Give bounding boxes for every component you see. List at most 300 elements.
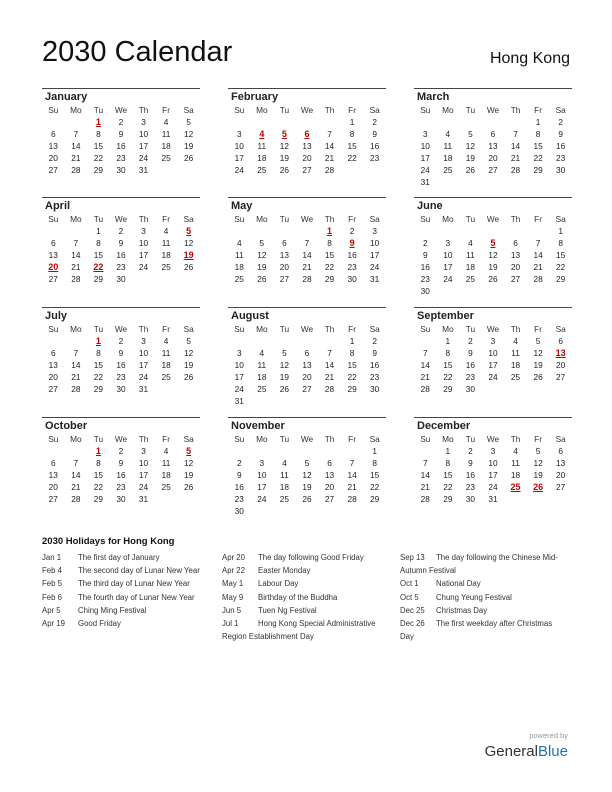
month-june xyxy=(414,197,572,297)
holiday-name: The first day of January xyxy=(78,553,160,562)
day-cell: 12 xyxy=(279,141,290,151)
day-cell: 2 xyxy=(468,446,473,456)
day-cell: 14 xyxy=(71,141,81,151)
day-cell: 25 xyxy=(510,372,521,382)
holiday-item xyxy=(400,604,576,617)
day-cell: 23 xyxy=(465,372,476,382)
week-row xyxy=(42,359,200,371)
day-cell: 27 xyxy=(302,384,312,394)
holiday-day: 6 xyxy=(304,129,310,139)
day-cell: 21 xyxy=(510,153,521,163)
weekday-label: Sa xyxy=(369,214,380,224)
day-cell: 26 xyxy=(184,262,194,272)
day-cell: 3 xyxy=(259,458,265,468)
empty-cell xyxy=(318,335,341,347)
holiday-item xyxy=(400,551,576,564)
day-cell: 29 xyxy=(443,384,453,394)
weekday-label: Su xyxy=(48,434,59,444)
day-cell: 4 xyxy=(445,129,451,139)
empty-cell xyxy=(437,285,460,297)
empty-cell xyxy=(341,445,364,457)
day-cell: 23 xyxy=(116,153,126,163)
week-row xyxy=(42,261,200,273)
weekday-label: Su xyxy=(48,214,59,224)
empty-cell xyxy=(341,505,364,517)
empty-cell xyxy=(549,493,572,505)
day-cell: 25 xyxy=(443,165,453,175)
day-cell: 5 xyxy=(468,129,473,139)
weekday-header xyxy=(42,104,200,116)
day-cell: 9 xyxy=(372,348,377,358)
weekday-label: Th xyxy=(138,324,149,334)
day-cell: 27 xyxy=(279,274,290,284)
holiday-date: Apr 5 xyxy=(42,605,61,615)
day-cell: 15 xyxy=(347,360,357,370)
day-cell: 15 xyxy=(93,141,104,151)
day-cell: 4 xyxy=(513,446,518,456)
day-cell: 25 xyxy=(257,165,267,175)
month-name: March xyxy=(417,91,450,103)
day-cell: 14 xyxy=(533,250,543,260)
weekday-label: Tu xyxy=(93,214,104,224)
weekday-label: Su xyxy=(234,214,245,224)
holiday-name: The second day of Lunar New Year xyxy=(78,566,200,576)
week-row xyxy=(414,225,572,237)
day-cell: 6 xyxy=(327,458,332,468)
week-row xyxy=(228,505,386,517)
empty-cell xyxy=(482,176,505,188)
weekday-label: Fr xyxy=(162,214,171,224)
weekday-label: Mo xyxy=(442,214,454,224)
day-cell: 19 xyxy=(257,262,267,272)
day-cell: 21 xyxy=(347,482,357,492)
day-cell: 24 xyxy=(234,165,244,175)
empty-cell xyxy=(341,164,364,176)
week-row xyxy=(414,457,572,469)
day-cell: 17 xyxy=(488,360,498,370)
day-cell: 14 xyxy=(324,141,335,151)
weekday-label: Sa xyxy=(369,105,380,115)
day-cell: 5 xyxy=(535,446,541,456)
holiday-name: The first weekday after Christmas xyxy=(436,619,553,629)
day-cell: 6 xyxy=(50,348,56,358)
holiday-item xyxy=(400,591,576,604)
weekday-label: Su xyxy=(420,324,431,334)
empty-cell xyxy=(251,116,274,128)
day-cell: 15 xyxy=(93,360,104,370)
empty-cell xyxy=(549,383,572,395)
holiday-item xyxy=(400,577,576,590)
day-cell: 22 xyxy=(93,153,104,163)
week-row xyxy=(414,249,572,261)
day-cell: 9 xyxy=(468,458,473,468)
day-cell: 26 xyxy=(465,165,476,175)
empty-cell xyxy=(251,395,274,407)
holiday-day: 13 xyxy=(555,348,566,358)
weekday-label: We xyxy=(114,105,128,115)
holiday-name: Hong Kong Special Administrative xyxy=(258,619,376,629)
day-cell: 3 xyxy=(236,348,242,358)
day-cell: 26 xyxy=(279,165,290,175)
holiday-date: Jan 1 xyxy=(42,553,62,562)
day-cell: 2 xyxy=(372,117,377,127)
week-row xyxy=(228,347,386,359)
day-cell: 24 xyxy=(138,372,149,382)
day-cell: 30 xyxy=(370,384,380,394)
day-cell: 2 xyxy=(558,117,563,127)
day-cell: 28 xyxy=(71,384,81,394)
day-cell: 1 xyxy=(96,226,101,236)
empty-cell xyxy=(318,505,341,517)
empty-cell xyxy=(65,445,88,457)
empty-cell xyxy=(504,225,527,237)
empty-cell xyxy=(42,445,65,457)
week-row xyxy=(228,469,386,481)
holiday-column xyxy=(222,551,398,643)
day-cell: 20 xyxy=(48,482,58,492)
day-cell: 17 xyxy=(138,470,149,480)
day-cell: 31 xyxy=(138,494,149,504)
day-cell: 24 xyxy=(488,372,498,382)
day-cell: 30 xyxy=(465,384,476,394)
day-cell: 18 xyxy=(257,153,267,163)
day-cell: 23 xyxy=(347,262,357,272)
holiday-date: Oct 1 xyxy=(400,579,419,589)
day-cell: 9 xyxy=(422,250,428,260)
weekday-label: Sa xyxy=(369,434,380,444)
day-cell: 27 xyxy=(48,384,58,394)
day-cell: 16 xyxy=(420,262,430,272)
day-cell: 24 xyxy=(138,153,149,163)
holiday-day: 19 xyxy=(183,250,194,260)
empty-cell xyxy=(228,225,251,237)
month-name: May xyxy=(231,200,253,212)
day-cell: 25 xyxy=(234,274,244,284)
weekday-header xyxy=(42,323,200,335)
day-cell: 10 xyxy=(138,238,149,248)
day-cell: 21 xyxy=(324,372,335,382)
day-cell: 19 xyxy=(184,360,194,370)
day-cell: 8 xyxy=(372,458,377,468)
day-cell: 2 xyxy=(118,117,124,127)
empty-cell xyxy=(363,505,386,517)
week-row xyxy=(228,237,386,249)
day-cell: 7 xyxy=(73,458,79,468)
empty-cell xyxy=(482,116,505,128)
day-cell: 21 xyxy=(71,153,81,163)
day-cell: 10 xyxy=(488,348,498,358)
day-cell: 10 xyxy=(488,458,498,468)
week-row xyxy=(228,164,386,176)
day-cell: 1 xyxy=(445,336,451,346)
week-row xyxy=(42,457,200,469)
day-cell: 23 xyxy=(116,372,126,382)
day-cell: 19 xyxy=(302,482,312,492)
brand-blue: Blue xyxy=(537,743,568,760)
empty-cell xyxy=(363,395,386,407)
day-cell: 18 xyxy=(161,250,171,260)
day-cell: 21 xyxy=(420,372,430,382)
day-cell: 11 xyxy=(511,348,520,358)
week-row xyxy=(228,371,386,383)
weekday-label: Sa xyxy=(183,434,194,444)
weekday-label: Su xyxy=(420,214,431,224)
day-cell: 6 xyxy=(558,336,563,346)
day-cell: 22 xyxy=(324,262,335,272)
day-cell: 26 xyxy=(257,274,267,284)
weekday-label: Th xyxy=(510,105,521,115)
day-cell: 31 xyxy=(420,177,430,187)
day-cell: 5 xyxy=(304,458,310,468)
empty-cell xyxy=(65,225,88,237)
day-cell: 16 xyxy=(116,360,126,370)
day-cell: 14 xyxy=(420,360,430,370)
empty-cell xyxy=(177,273,200,285)
day-cell: 25 xyxy=(279,494,290,504)
month-january xyxy=(42,88,200,176)
day-cell: 24 xyxy=(257,494,267,504)
holiday-date: Oct 5 xyxy=(400,592,419,602)
day-cell: 9 xyxy=(118,458,124,468)
day-cell: 15 xyxy=(93,470,104,480)
day-cell: 5 xyxy=(259,238,265,248)
empty-cell xyxy=(459,116,482,128)
holiday-item xyxy=(42,617,218,630)
empty-cell xyxy=(42,116,65,128)
weekday-label: Fr xyxy=(348,324,357,334)
day-cell: 8 xyxy=(96,348,101,358)
empty-cell xyxy=(504,285,527,297)
day-cell: 9 xyxy=(372,129,377,139)
empty-cell xyxy=(482,383,505,395)
week-row xyxy=(414,237,572,249)
day-cell: 23 xyxy=(370,153,380,163)
day-cell: 30 xyxy=(465,494,476,504)
weekday-header xyxy=(414,433,572,445)
day-cell: 18 xyxy=(443,153,453,163)
day-cell: 13 xyxy=(302,141,312,151)
page-title: 2030 Calendar xyxy=(42,36,233,68)
weekday-label: We xyxy=(300,105,314,115)
month-name: December xyxy=(417,420,471,432)
empty-cell xyxy=(155,493,178,505)
day-cell: 18 xyxy=(234,262,244,272)
empty-cell xyxy=(155,273,178,285)
day-cell: 15 xyxy=(443,470,453,480)
day-cell: 19 xyxy=(279,372,290,382)
day-cell: 3 xyxy=(372,226,377,236)
day-cell: 22 xyxy=(347,153,357,163)
day-cell: 13 xyxy=(488,141,498,151)
day-cell: 22 xyxy=(533,153,543,163)
day-cell: 22 xyxy=(370,482,380,492)
day-cell: 7 xyxy=(73,348,79,358)
empty-cell xyxy=(459,285,482,297)
empty-cell xyxy=(437,176,460,188)
weekday-label: Mo xyxy=(70,324,82,334)
week-row xyxy=(414,128,572,140)
day-cell: 12 xyxy=(533,458,543,468)
day-cell: 21 xyxy=(71,482,81,492)
day-cell: 7 xyxy=(422,458,428,468)
day-cell: 13 xyxy=(48,360,58,370)
day-cell: 4 xyxy=(236,238,242,248)
day-cell: 16 xyxy=(116,141,126,151)
holiday-day: 20 xyxy=(48,262,59,272)
holiday-name: National Day xyxy=(436,579,481,589)
holidays-title: 2030 Holidays for Hong Kong xyxy=(42,536,175,547)
month-november xyxy=(228,417,386,517)
month-october xyxy=(42,417,200,505)
day-cell: 2 xyxy=(118,336,124,346)
day-cell: 14 xyxy=(71,360,81,370)
holiday-day: 1 xyxy=(95,336,101,346)
weekday-label: Tu xyxy=(93,324,104,334)
day-cell: 17 xyxy=(234,153,244,163)
week-row xyxy=(228,128,386,140)
day-cell: 23 xyxy=(116,482,126,492)
week-row xyxy=(42,445,200,457)
weekday-label: Fr xyxy=(534,434,543,444)
day-cell: 21 xyxy=(71,262,81,272)
weekday-label: Th xyxy=(510,434,521,444)
day-cell: 25 xyxy=(161,153,171,163)
day-cell: 20 xyxy=(556,470,566,480)
day-cell: 7 xyxy=(535,238,541,248)
day-cell: 3 xyxy=(141,226,146,236)
day-cell: 27 xyxy=(556,482,566,492)
day-cell: 7 xyxy=(304,238,310,248)
empty-cell xyxy=(504,493,527,505)
holiday-day: 5 xyxy=(490,238,496,248)
day-cell: 18 xyxy=(257,372,267,382)
weekday-label: Fr xyxy=(162,324,171,334)
day-cell: 4 xyxy=(163,226,169,236)
empty-cell xyxy=(414,116,437,128)
day-cell: 11 xyxy=(161,348,171,358)
day-cell: 15 xyxy=(533,141,543,151)
holiday-name-continued: Region Establishment Day xyxy=(222,632,314,642)
holiday-day: 22 xyxy=(93,262,104,272)
day-cell: 19 xyxy=(279,153,290,163)
day-cell: 12 xyxy=(184,348,194,358)
weekday-header xyxy=(228,323,386,335)
day-cell: 3 xyxy=(490,336,496,346)
day-cell: 1 xyxy=(445,446,451,456)
weekday-label: Tu xyxy=(465,105,476,115)
day-cell: 2 xyxy=(349,226,355,236)
day-cell: 21 xyxy=(302,262,312,272)
day-cell: 8 xyxy=(349,129,355,139)
holiday-name: The day following Good Friday xyxy=(258,553,364,562)
day-cell: 6 xyxy=(50,129,56,139)
day-cell: 28 xyxy=(324,165,335,175)
day-cell: 10 xyxy=(138,129,149,139)
day-cell: 27 xyxy=(48,165,58,175)
day-cell: 3 xyxy=(141,117,146,127)
day-cell: 8 xyxy=(558,238,563,248)
day-cell: 26 xyxy=(302,494,312,504)
weekday-label: Sa xyxy=(183,105,194,115)
weekday-label: Fr xyxy=(348,434,357,444)
day-cell: 23 xyxy=(116,262,126,272)
day-cell: 7 xyxy=(73,129,79,139)
day-cell: 26 xyxy=(533,372,543,382)
week-row xyxy=(414,383,572,395)
day-cell: 17 xyxy=(488,470,498,480)
day-cell: 2 xyxy=(372,336,377,346)
day-cell: 24 xyxy=(420,165,430,175)
day-cell: 29 xyxy=(93,384,104,394)
week-row xyxy=(42,140,200,152)
month-december xyxy=(414,417,572,505)
empty-cell xyxy=(296,395,319,407)
weekday-label: Sa xyxy=(555,214,566,224)
holiday-name: Chung Yeung Festival xyxy=(436,592,512,602)
day-cell: 13 xyxy=(556,458,566,468)
day-cell: 27 xyxy=(556,372,566,382)
week-row xyxy=(228,225,386,237)
day-cell: 5 xyxy=(535,336,541,346)
empty-cell xyxy=(251,225,274,237)
day-cell: 8 xyxy=(445,458,451,468)
day-cell: 20 xyxy=(279,262,290,272)
empty-cell xyxy=(341,395,364,407)
empty-cell xyxy=(177,493,200,505)
weekday-label: Su xyxy=(48,105,59,115)
day-cell: 28 xyxy=(510,165,521,175)
empty-cell xyxy=(65,116,88,128)
day-cell: 27 xyxy=(48,274,58,284)
day-cell: 19 xyxy=(184,470,194,480)
holiday-item xyxy=(222,577,398,590)
empty-cell xyxy=(527,285,550,297)
month-may xyxy=(228,197,386,285)
day-cell: 21 xyxy=(420,482,430,492)
holiday-date: Feb 4 xyxy=(42,566,62,576)
holiday-date: Dec 25 xyxy=(400,605,425,615)
week-row xyxy=(414,261,572,273)
day-cell: 29 xyxy=(93,274,104,284)
day-cell: 14 xyxy=(420,470,430,480)
day-cell: 11 xyxy=(280,470,289,480)
week-row xyxy=(228,481,386,493)
weekday-label: Mo xyxy=(70,214,82,224)
week-row xyxy=(228,261,386,273)
day-cell: 21 xyxy=(71,372,81,382)
day-cell: 15 xyxy=(443,360,453,370)
weekday-label: Sa xyxy=(369,324,380,334)
holiday-date: Feb 6 xyxy=(42,592,62,602)
day-cell: 6 xyxy=(50,458,56,468)
weekday-label: Th xyxy=(324,214,335,224)
empty-cell xyxy=(437,116,460,128)
week-row xyxy=(414,176,572,188)
day-cell: 30 xyxy=(420,286,430,296)
week-row xyxy=(42,128,200,140)
day-cell: 13 xyxy=(510,250,521,260)
day-cell: 13 xyxy=(302,360,312,370)
day-cell: 31 xyxy=(138,384,149,394)
brand-logo[interactable] xyxy=(485,743,568,760)
holiday-day: 26 xyxy=(533,482,544,492)
week-row xyxy=(414,445,572,457)
empty-cell xyxy=(504,116,527,128)
day-cell: 3 xyxy=(141,446,146,456)
month-august xyxy=(228,307,386,407)
day-cell: 11 xyxy=(161,238,171,248)
weekday-label: Fr xyxy=(534,105,543,115)
